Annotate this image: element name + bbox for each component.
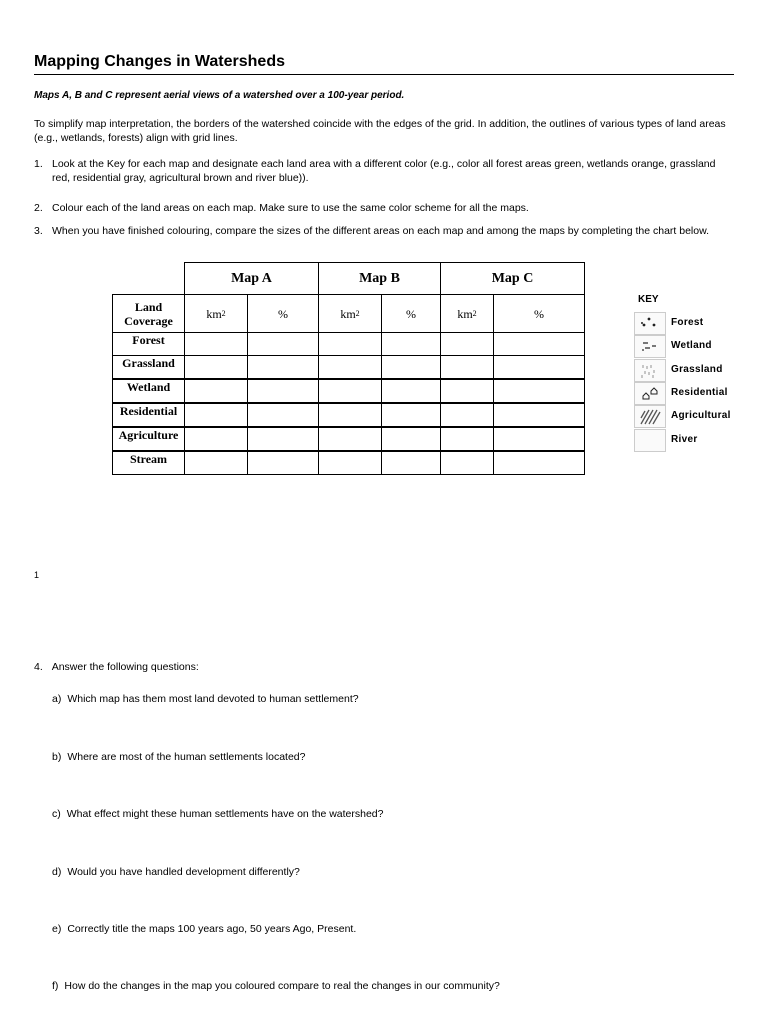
row-label: Stream <box>112 451 185 475</box>
unit-km: km <box>457 306 473 321</box>
key-label: Agricultural <box>671 410 731 422</box>
table-cell[interactable] <box>184 379 248 403</box>
key-item <box>634 335 754 358</box>
key-title: KEY <box>638 294 659 305</box>
map-c-header: Map C <box>440 262 585 295</box>
unit-sup: 2 <box>472 308 477 318</box>
question-intro-text: Answer the following questions: <box>51 661 199 673</box>
map-b-pct-header: % <box>381 294 441 333</box>
key-label: Wetland <box>671 340 712 352</box>
row-label: Grassland <box>112 355 185 379</box>
table-cell[interactable] <box>440 379 494 403</box>
table-cell[interactable] <box>184 355 248 379</box>
question-letter: f) <box>52 980 59 992</box>
map-a-pct-header: % <box>247 294 319 333</box>
key-item <box>634 429 754 452</box>
key-item <box>634 359 754 382</box>
table-cell[interactable] <box>440 403 494 427</box>
key-label: Grassland <box>671 363 723 375</box>
map-a-header: Map A <box>184 262 319 295</box>
wetland-icon <box>634 335 666 358</box>
question-item <box>52 692 359 706</box>
row-label: Residential <box>112 403 185 427</box>
key-item <box>634 312 754 335</box>
table-cell[interactable] <box>440 427 494 451</box>
map-c-km-header <box>440 294 494 333</box>
table-cell[interactable] <box>247 451 319 475</box>
key-label: River <box>671 433 698 445</box>
row-label: Wetland <box>112 379 185 403</box>
key-item <box>634 382 754 405</box>
question-item <box>52 865 300 879</box>
table-cell[interactable] <box>381 332 441 356</box>
question-text: Where are most of the human settlements located? <box>67 751 306 763</box>
table-cell[interactable] <box>318 403 382 427</box>
key-label: Residential <box>671 386 728 398</box>
map-c-pct-header: % <box>493 294 585 333</box>
table-cell[interactable] <box>493 379 585 403</box>
table-cell[interactable] <box>184 451 248 475</box>
question-letter: e) <box>52 923 62 935</box>
table-cell[interactable] <box>493 451 585 475</box>
table-cell[interactable] <box>318 451 382 475</box>
table-cell[interactable] <box>247 355 319 379</box>
table-cell[interactable] <box>247 403 319 427</box>
row-label: Forest <box>112 332 185 356</box>
table-cell[interactable] <box>184 403 248 427</box>
question-letter: a) <box>52 693 62 705</box>
river-icon <box>634 429 666 452</box>
table-cell[interactable] <box>318 427 382 451</box>
step-number: 3. <box>34 225 43 237</box>
unit-km: km <box>206 306 222 321</box>
table-cell[interactable] <box>318 379 382 403</box>
key-item <box>634 405 754 428</box>
table-cell[interactable] <box>381 379 441 403</box>
question-item <box>52 922 356 936</box>
grassland-icon <box>634 359 666 382</box>
unit-sup: 2 <box>355 308 360 318</box>
question-text: Correctly title the maps 100 years ago, 50 years Ago, Present. <box>67 923 357 935</box>
table-cell[interactable] <box>184 332 248 356</box>
title-divider <box>34 74 734 75</box>
question-item <box>52 979 500 993</box>
question-item <box>52 750 305 764</box>
step-number: 1. <box>34 158 43 170</box>
map-a-km-header <box>184 294 248 333</box>
page-number: 1 <box>34 570 40 580</box>
question-letter: d) <box>52 866 62 878</box>
question-letter: c) <box>52 808 61 820</box>
question-text: Would you have handled development differently? <box>67 866 300 878</box>
agricultural-icon <box>634 405 666 428</box>
table-cell[interactable] <box>247 427 319 451</box>
residential-icon <box>634 382 666 405</box>
table-cell[interactable] <box>440 355 494 379</box>
map-b-km-header <box>318 294 382 333</box>
table-cell[interactable] <box>493 403 585 427</box>
question-intro-number: 4. <box>34 661 43 673</box>
table-cell[interactable] <box>247 379 319 403</box>
page-title: Mapping Changes in Watersheds <box>34 53 285 70</box>
step-number: 2. <box>34 202 43 214</box>
unit-km: km <box>340 306 356 321</box>
table-cell[interactable] <box>381 451 441 475</box>
map-b-header: Map B <box>318 262 441 295</box>
table-cell[interactable] <box>493 355 585 379</box>
question-text: Which map has them most land devoted to human settlement? <box>67 693 359 705</box>
unit-sup: 2 <box>221 308 226 318</box>
subtitle: Maps A, B and C represent aerial views of a watershed over a 100-year period. <box>34 90 405 101</box>
question-letter: b) <box>52 751 62 763</box>
step-text: Colour each of the land areas on each map. Make sure to use the same color scheme for all the maps. <box>52 202 529 214</box>
table-cell[interactable] <box>493 332 585 356</box>
row-label: Agriculture <box>112 427 185 451</box>
table-cell[interactable] <box>318 355 382 379</box>
question-intro <box>34 660 199 674</box>
table-cell[interactable] <box>493 427 585 451</box>
forest-icon <box>634 312 666 335</box>
table-cell[interactable] <box>440 332 494 356</box>
table-cell[interactable] <box>381 427 441 451</box>
table-cell[interactable] <box>247 332 319 356</box>
key-label: Forest <box>671 317 704 328</box>
question-text: How do the changes in the map you coloured compare to real the changes in our community? <box>64 980 500 992</box>
table-cell[interactable] <box>381 355 441 379</box>
step-text: Look at the Key for each map and designate each land area with a different color (e.g., color all forest areas green, wetlands orange, grassland red, residential gray, agricultural brown and river blue)). <box>52 158 716 184</box>
intro-paragraph: To simplify map interpretation, the borders of the watershed coincide with the edges of the grid. In addition, the outlines of various types of land areas (e.g., wetlands, forests) align with grid lines. <box>34 118 726 144</box>
table-cell[interactable] <box>318 332 382 356</box>
question-item <box>52 807 384 821</box>
question-text: What effect might these human settlements have on the watershed? <box>66 808 384 820</box>
table-cell[interactable] <box>440 451 494 475</box>
table-cell[interactable] <box>381 403 441 427</box>
land-coverage-header: Land Coverage <box>112 294 185 333</box>
step-text: When you have finished colouring, compare the sizes of the different areas on each map and among the maps by completing the chart below. <box>52 225 710 237</box>
table-cell[interactable] <box>184 427 248 451</box>
